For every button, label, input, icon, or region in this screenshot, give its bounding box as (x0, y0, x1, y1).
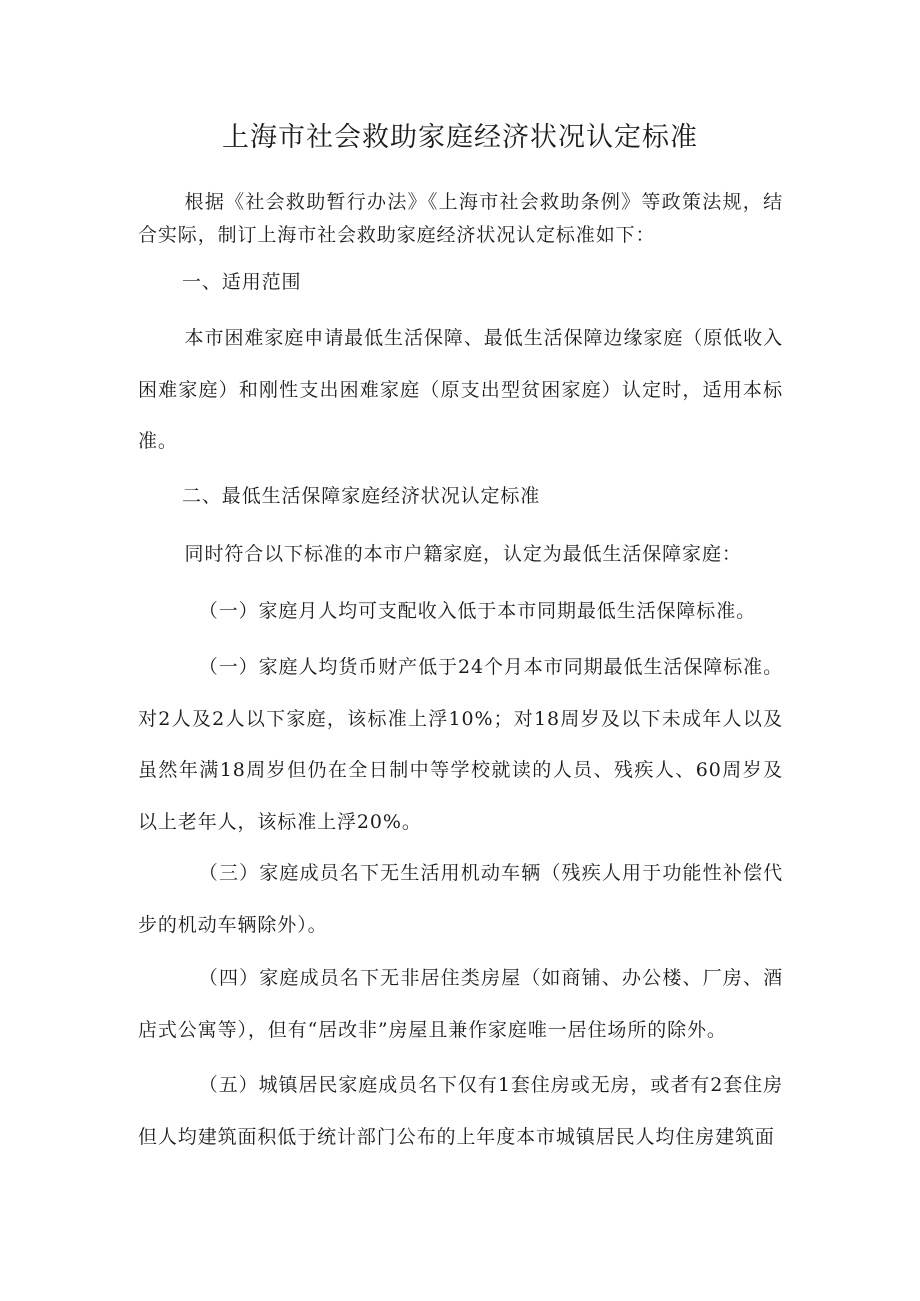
page-title: 上海市社会救助家庭经济状况认定标准 (222, 122, 698, 153)
criterion-item-2: （一）家庭人均货币财产低于24个月本市同期最低生活保障标准。对2人及2人以下家庭，该标准上浮10%；对18周岁及以下未成年人以及虽然年满18周岁但仍在全日制中等学校就读的人员、残疾人、60周岁及以上老年人，该标准上浮20%。 (138, 656, 783, 833)
scope-paragraph: 本市困难家庭申请最低生活保障、最低生活保障边缘家庭（原低收入困难家庭）和刚性支出困难家庭（原支出型贫困家庭）认定时，适用本标准。 (138, 327, 783, 452)
intro-paragraph: 根据《社会救助暂行办法》《上海市社会救助条例》等政策法规，结合实际，制订上海市社会救助家庭经济状况认定标准如下： (138, 191, 783, 246)
section-heading-scope: 一、适用范围 (182, 271, 302, 293)
minimum-living-lead: 同时符合以下标准的本市户籍家庭，认定为最低生活保障家庭： (184, 543, 742, 565)
criterion-item-5: （五）城镇居民家庭成员名下仅有1套住房或无房，或者有2套住房但人均建筑面积低于统计部门公布的上年度本市城镇居民人均住房建筑面 (138, 1074, 783, 1148)
criterion-item-1: （一）家庭月人均可支配收入低于本市同期最低生活保障标准。 (198, 600, 756, 622)
criterion-item-3: （三）家庭成员名下无生活用机动车辆（残疾人用于功能性补偿代步的机动车辆除外）。 (138, 862, 783, 936)
section-heading-minimum-living: 二、最低生活保障家庭经济状况认定标准 (182, 485, 541, 507)
criterion-item-4: （四）家庭成员名下无非居住类房屋（如商铺、办公楼、厂房、酒店式公寓等），但有“居改非”房屋且兼作家庭唯一居住场所的除外。 (138, 967, 783, 1041)
